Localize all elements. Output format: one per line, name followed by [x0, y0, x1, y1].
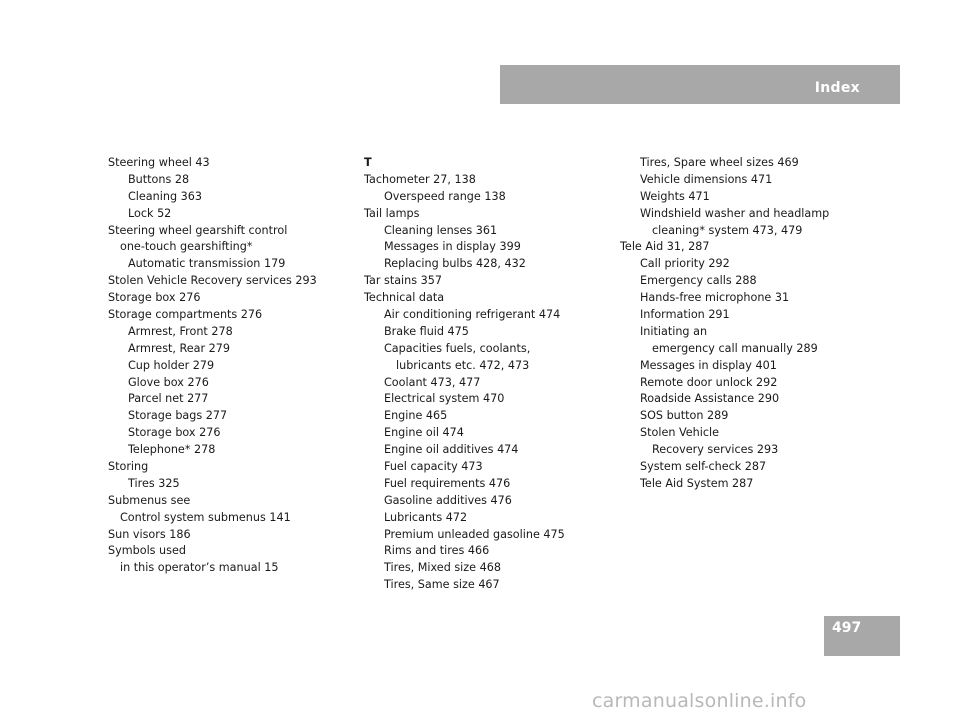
- page-number: 497: [832, 620, 862, 636]
- index-entry: Messages in display 399: [384, 240, 521, 254]
- index-entry: Tele Aid 31, 287: [620, 240, 710, 254]
- index-entry: Tires, Mixed size 468: [384, 561, 501, 575]
- index-entry: Tar stains 357: [364, 274, 442, 288]
- index-entry: Roadside Assistance 290: [640, 392, 780, 406]
- index-entry: Tail lamps: [364, 206, 420, 220]
- index-section-letter: T: [364, 156, 372, 169]
- index-entry: Capacities fuels, coolants,: [384, 341, 531, 355]
- index-entry: Gasoline additives 476: [384, 493, 512, 507]
- index-entry: Stolen Vehicle Recovery services 293: [108, 274, 317, 288]
- index-entry: Tachometer 27, 138: [364, 172, 476, 186]
- index-entry: Cup holder 279: [128, 358, 215, 372]
- index-entry: Storage box 276: [108, 291, 201, 305]
- index-entry: Information 291: [640, 308, 730, 322]
- index-entry: Storage bags 277: [128, 409, 228, 423]
- index-entry: Parcel net 277: [128, 392, 209, 406]
- index-entry: Vehicle dimensions 471: [640, 172, 773, 186]
- index-entry: cleaning* system 473, 479: [652, 223, 803, 237]
- index-entry: Sun visors 186: [108, 527, 191, 541]
- index-entry: Brake fluid 475: [384, 324, 469, 338]
- index-entry: emergency call manually 289: [652, 341, 818, 355]
- index-entry: Automatic transmission 179: [128, 257, 286, 271]
- index-entry: Tires, Spare wheel sizes 469: [640, 156, 799, 169]
- index-entry: Technical data: [364, 291, 445, 305]
- index-entry: Weights 471: [640, 189, 710, 203]
- index-entry: Symbols used: [108, 544, 186, 558]
- index-entry: Telephone* 278: [128, 443, 216, 457]
- index-entry: Submenus see: [108, 493, 191, 507]
- index-entry: Rims and tires 466: [384, 544, 490, 558]
- index-entry: Premium unleaded gasoline 475: [384, 527, 565, 541]
- index-entry: Engine oil 474: [384, 426, 464, 440]
- index-entry: Air conditioning refrigerant 474: [384, 308, 561, 322]
- index-entry: Overspeed range 138: [384, 189, 506, 203]
- index-entry: Initiating an: [640, 324, 708, 338]
- index-entry: Fuel requirements 476: [384, 476, 511, 490]
- index-entry: Lubricants 472: [384, 510, 468, 524]
- index-entry: Lock 52: [128, 206, 172, 220]
- index-entry: Replacing bulbs 428, 432: [384, 257, 526, 271]
- index-entry: Engine 465: [384, 409, 448, 423]
- index-entry: Tires 325: [128, 476, 180, 490]
- index-entry: Engine oil additives 474: [384, 443, 519, 457]
- index-entry: Armrest, Rear 279: [128, 341, 231, 355]
- page-title: Index: [814, 80, 860, 96]
- index-column-3: [620, 155, 860, 493]
- index-entry: SOS button 289: [640, 409, 729, 423]
- index-entry: Tires, Same size 467: [384, 578, 500, 592]
- index-entry: lubricants etc. 472, 473: [396, 358, 530, 372]
- index-entry: Armrest, Front 278: [128, 324, 233, 338]
- header-bar: [500, 65, 900, 104]
- index-entry: Recovery services 293: [652, 443, 779, 457]
- index-entry: Buttons 28: [128, 172, 190, 186]
- index-entry: Electrical system 470: [384, 392, 505, 406]
- index-entry: Tele Aid System 287: [640, 476, 754, 490]
- index-entry: Remote door unlock 292: [640, 375, 778, 389]
- index-column-1: [108, 155, 348, 577]
- index-entry: Storage box 276: [128, 426, 221, 440]
- page-number-box: [824, 616, 900, 656]
- index-entry: System self-check 287: [640, 460, 767, 474]
- index-column-2: [364, 155, 604, 594]
- index-entry: Cleaning lenses 361: [384, 223, 498, 237]
- index-entry: Glove box 276: [128, 375, 209, 389]
- index-entry: Steering wheel gearshift control: [108, 223, 288, 237]
- index-entry: Steering wheel 43: [108, 156, 210, 169]
- index-entry: Coolant 473, 477: [384, 375, 481, 389]
- index-entry: Fuel capacity 473: [384, 460, 483, 474]
- index-entry: Storage compartments 276: [108, 308, 263, 322]
- index-entry: Hands-free microphone 31: [640, 291, 790, 305]
- index-entry: Stolen Vehicle: [640, 426, 719, 440]
- index-entry: Call priority 292: [640, 257, 730, 271]
- index-entry: Cleaning 363: [128, 189, 202, 203]
- index-entry: Control system submenus 141: [120, 510, 291, 524]
- index-entry: in this operator’s manual 15: [120, 561, 279, 575]
- index-entry: Windshield washer and headlamp: [640, 206, 830, 220]
- watermark: carmanualsonline.info: [592, 690, 807, 712]
- index-entry: one-touch gearshifting*: [120, 240, 253, 254]
- index-entry: Emergency calls 288: [640, 274, 757, 288]
- index-entry: Storing: [108, 460, 149, 474]
- index-entry: Messages in display 401: [640, 358, 777, 372]
